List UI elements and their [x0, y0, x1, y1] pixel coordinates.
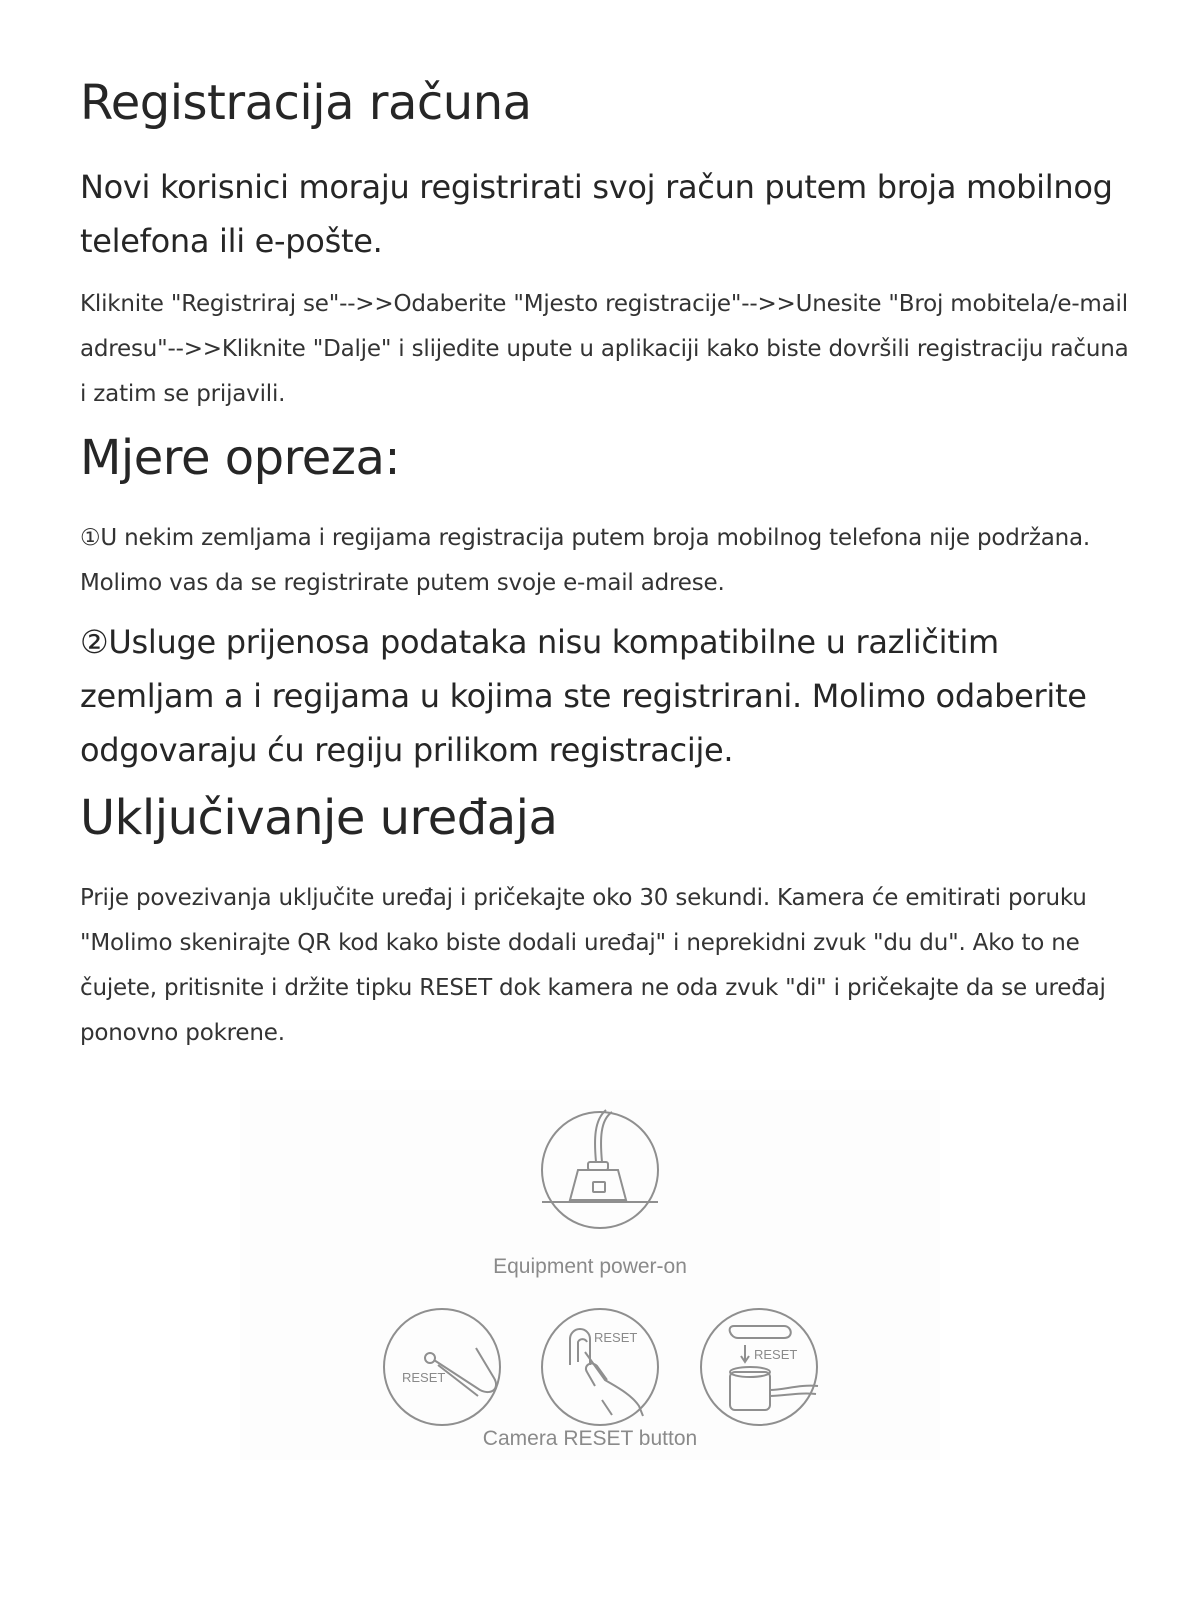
power-on-heading: Uključivanje uređaja	[80, 790, 558, 846]
finger-press-icon	[542, 1309, 658, 1425]
reset-label-pin: RESET	[402, 1370, 446, 1385]
reset-button-caption: Camera RESET button	[482, 1427, 698, 1450]
precaution-item-2: ②Usluge prijenosa podataka nisu kompatibilne u različitim zemljam a i regijama u kojima ste registrirani. Molimo odaberite odgovaraju ću regiju prilikom registracije.	[80, 623, 1087, 769]
reset-label-press: RESET	[754, 1347, 798, 1362]
press-down-icon	[701, 1309, 818, 1425]
setup-illustration	[240, 1090, 940, 1460]
precaution-item-1: ①U nekim zemljama i regijama registracija putem broja mobilnog telefona nije podržana. Molimo vas da se registrirate putem svoje e-mail adrese.	[80, 525, 1091, 596]
power-on-caption: Equipment power-on	[493, 1255, 687, 1278]
reset-pin-icon	[384, 1309, 500, 1425]
reset-label-finger: RESET	[594, 1330, 638, 1345]
power-on-instructions: Prije povezivanja uključite uređaj i pričekajte oko 30 sekundi. Kamera će emitirati poruku "Molimo skenirajte QR kod kako biste dodali uređaj" i neprekidni zvuk "du du". Ako to ne čujete, pritisnite i držite tipku RESET dok kamera ne oda zvuk "di" i pričekajte da se uređaj ponovno pokrene.	[80, 885, 1106, 1046]
registration-steps: Kliknite "Registriraj se"-->>Odaberite "Mjesto registracije"-->>Unesite "Broj mobitela/e-mail adresu"-->>Kliknite "Dalje" i slijedite upute u aplikaciji kako biste dovršili registraciju računa i zatim se prijavili.	[80, 291, 1129, 407]
precautions-heading: Mjere opreza:	[80, 430, 401, 486]
power-plug-icon	[542, 1110, 658, 1228]
registration-heading: Registracija računa	[80, 75, 532, 131]
registration-lead: Novi korisnici moraju registrirati svoj račun putem broja mobilnog telefona ili e-pošte.	[80, 168, 1113, 260]
